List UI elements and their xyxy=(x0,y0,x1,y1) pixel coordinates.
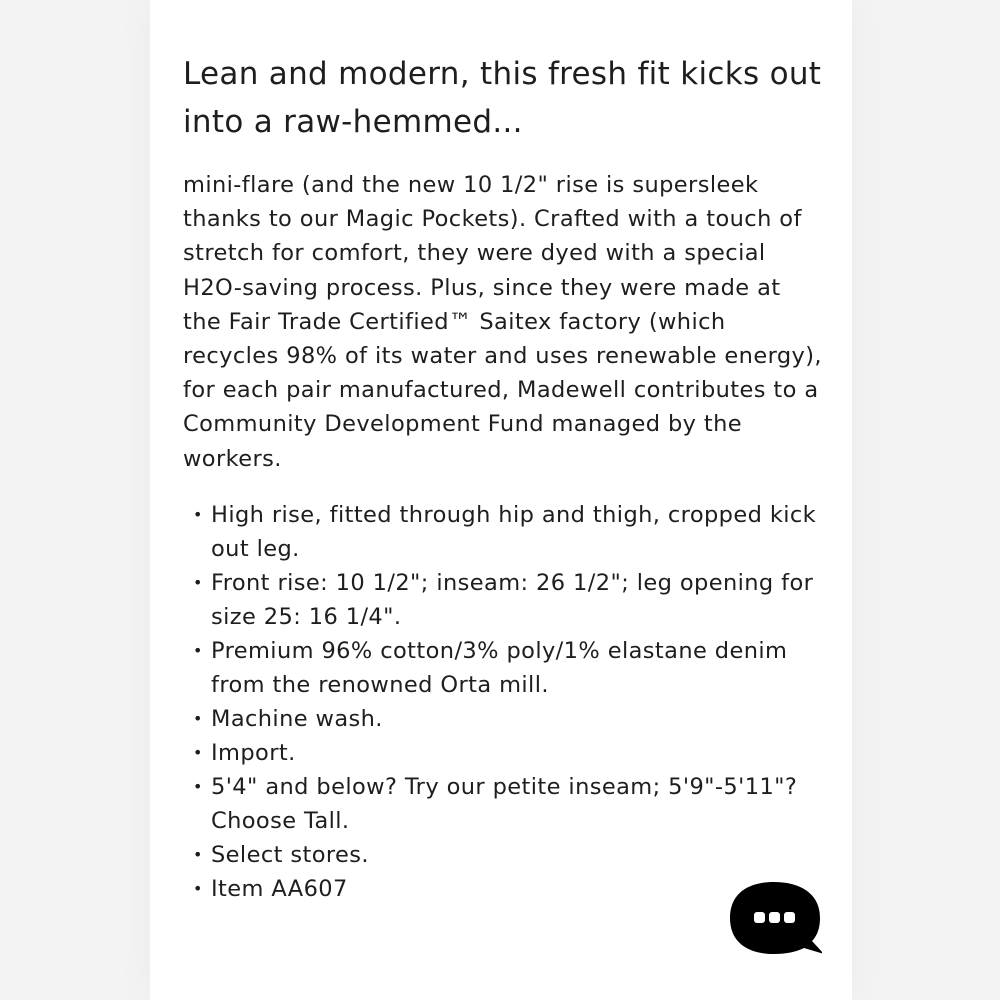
bullet-icon: • xyxy=(193,572,203,592)
bullet-icon: • xyxy=(193,844,203,864)
product-details-content xyxy=(183,50,823,906)
chat-bubble-icon xyxy=(730,880,822,958)
feature-item xyxy=(183,838,823,872)
feature-list xyxy=(183,498,823,906)
chat-button[interactable] xyxy=(730,880,822,958)
feature-text: High rise, fitted through hip and thigh, cropped kick out leg. xyxy=(211,501,817,562)
feature-item xyxy=(183,872,823,906)
feature-text: Premium 96% cotton/3% poly/1% elastane denim from the renowned Orta mill. xyxy=(211,637,788,698)
feature-item xyxy=(183,702,823,736)
product-details-panel xyxy=(150,0,852,1000)
bullet-icon: • xyxy=(193,504,203,524)
bullet-icon: • xyxy=(193,878,203,898)
feature-item xyxy=(183,736,823,770)
feature-item xyxy=(183,634,823,702)
product-headline: Lean and modern, this fresh fit kicks out into a raw-hemmed... xyxy=(183,56,822,140)
product-description: mini-flare (and the new 10 1/2" rise is supersleek thanks to our Magic Pockets). Crafted with a touch of stretch for comfort, they were dyed with a special H2O-saving process. Plus, since they were made at the Fair Trade Certified™ Saitex factory (which recycles 98% of its water and uses renewable energy), for each pair manufactured, Madewell contributes to a Community Development Fund managed by the workers. xyxy=(183,172,822,472)
bullet-icon: • xyxy=(193,640,203,660)
feature-text: 5'4" and below? Try our petite inseam; 5'9"-5'11"? Choose Tall. xyxy=(211,773,798,834)
bullet-icon: • xyxy=(193,742,203,762)
feature-text: Front rise: 10 1/2"; inseam: 26 1/2"; leg opening for size 25: 16 1/4". xyxy=(211,569,814,630)
feature-item xyxy=(183,498,823,566)
feature-item xyxy=(183,566,823,634)
feature-text: Select stores. xyxy=(211,841,369,868)
feature-item xyxy=(183,770,823,838)
bullet-icon: • xyxy=(193,708,203,728)
feature-text: Item AA607 xyxy=(211,875,348,902)
feature-text: Machine wash. xyxy=(211,705,383,732)
bullet-icon: • xyxy=(193,776,203,796)
feature-text: Import. xyxy=(211,739,296,766)
